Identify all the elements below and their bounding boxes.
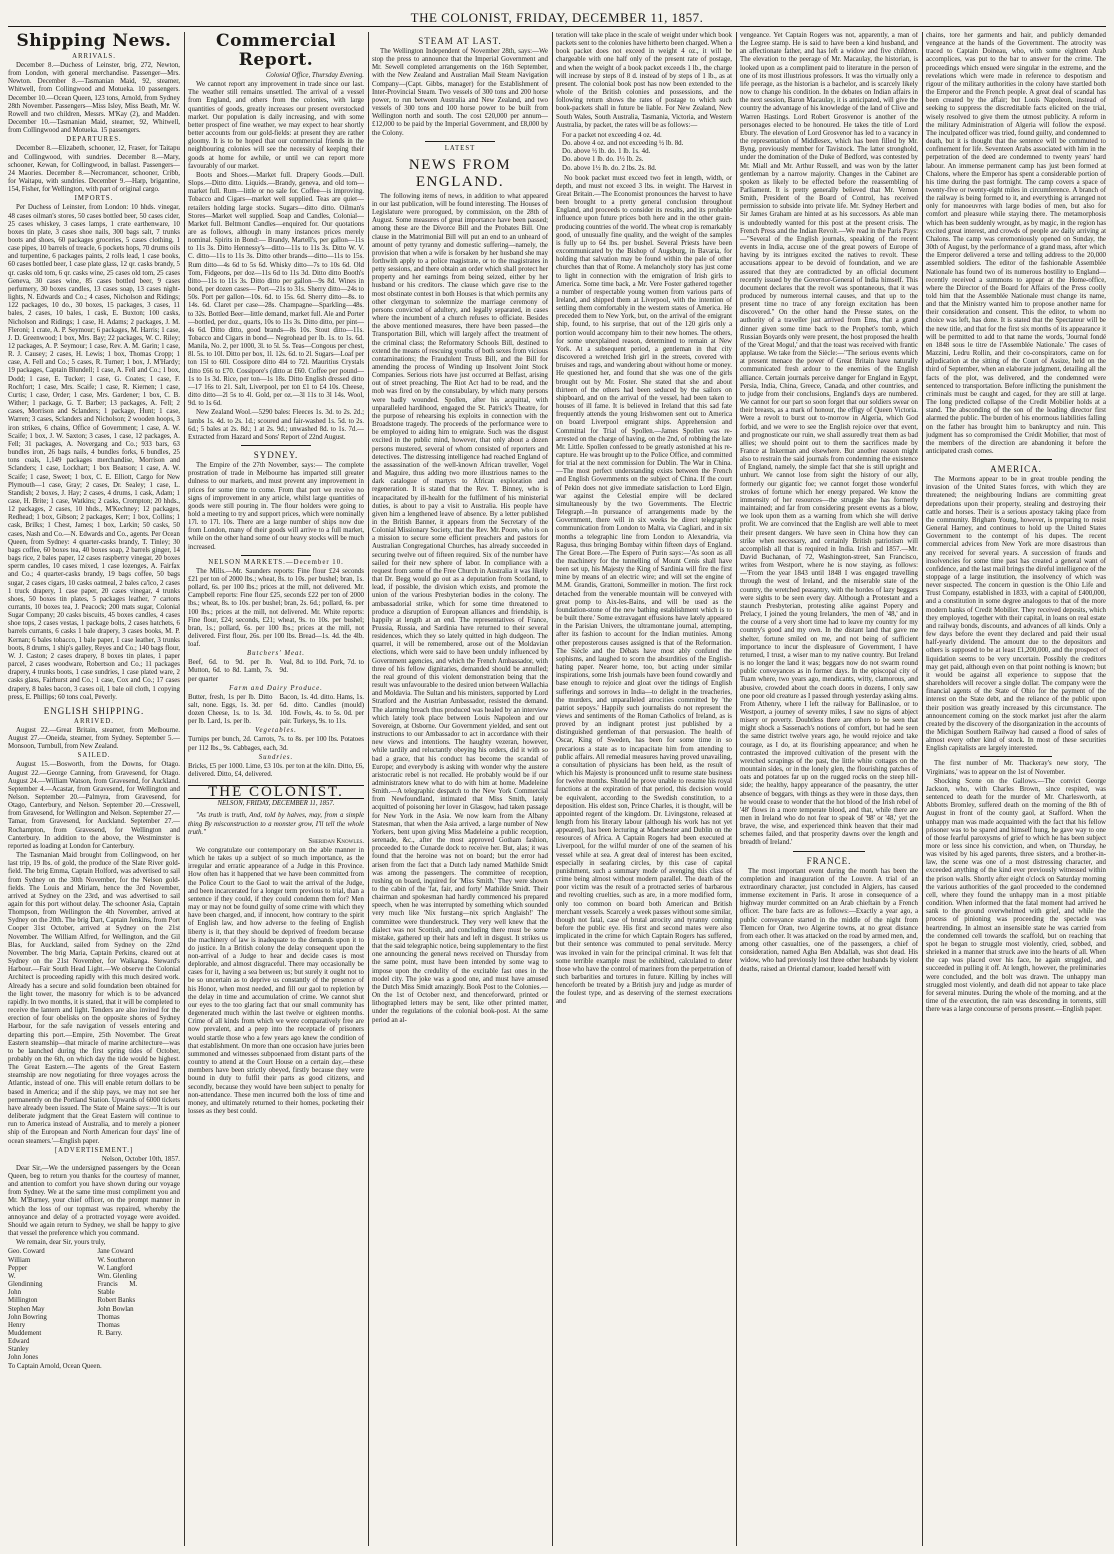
gallows-text: Shocking Scene on the Gallows.—The convict George Jackson, who, with Charles Brown, since respited, was sentenced to death for the murder of Mr. Charlesworth, at Abbotts Bromley, suffered death on the morning of the 8th of August in front of the county gaol, at Stafford. When the unhappy man was made acquainted with the fact that his fellow prisoner was to be spared and himself hung, he gave way to one of those fearful paroxysms of grief to which he has been subject more or less since his conviction, and when, on Thursday, he was visited by his aged parents, three sisters, and a brother-in-law, the scene was one of a most distressing character, and exceeded anything of the kind ever previously witnessed within the prison walls. Shortly after eight o'clock on Saturday morning the various authorities of the gaol proceeded to the condemned cell, where they found the unhappy man in a most pitiable condition. When informed that the fatal moment had arrived he sank to the ground overwhelmed with grief, and while the process of pinioning was proceeding the spectacle was heartrending. In almost an insensible state he was carried from the condemned cell towards the scaffold, but on reaching that spot he began to struggle most violently, cried, sobbed, and shrieked in a manner that struck awe into the hearts of all. When the cap was placed over his face, he again struggled, and succeeded in pulling it off. At length, however, the preliminaries were concluded, and the bolt was drawn. The unhappy man struggled most violently, and death did not appear to take place for several minutes. During the whole of the morning, and at the time of the execution, the rain was descending in torrents, still there was a large concourse of persons present.—English paper. (926, 777, 1106, 1014)
advert-date: Nelson, October 10th, 1857. (101, 1155, 180, 1163)
divider (980, 756, 1052, 757)
farm-heading: Farm and Dairy Produce. (229, 684, 323, 692)
arrivals-text: December 8.—Duchess of Leinster, brig, 272, Newton, from London, with general merchandise. Passenger—Mrs. Newton. December 8.—Tasmanian Maid, 92, steamer, Whitwell, from Collingwood and Motueka. 10 passengers. December 10.—Ocean Queen, 123 tons, Arnold, from Sydney 28th November. Passengers—Miss Isley, Miss Beath, Mr. W. Rowell and two children, Messrs. M'Kay (2), and Madden. December 10.—Tasmanian Maid, steamer, 92, Whitwell, from Collingwood and Motueka. 15 passengers. (8, 62, 180, 135)
divider (241, 555, 311, 556)
imports-heading: IMPORTS. (74, 195, 114, 203)
masthead-title: THE COLONIST, FRIDAY, DECEMBER 11, 1857. (410, 10, 704, 25)
postage-rate-line: Do. above 4 oz. and not exceeding ½ lb. 8d. (562, 140, 684, 148)
vegetables-heading: Vegetables. (255, 727, 297, 735)
signature: Stephen May (8, 1305, 45, 1313)
ireland-text: vengeance. Yet Captain Rogers was not, apparently, a man of the Legree stamp. He is said to have been a kind husband, and an affectionate father, and has left a widow and five children. The elevation to the peerage of Mr. Macaulay, the historian, is looked upon as a compliment paid to literature in the person of one of its most illustrious professors. It was tho virtually only a life peerage, as the historian is a bachelor, and is scarcely likely now to change his condition. In the debates on Indian affairs in the next session, Baron Macaulay, it is anticipated, will give the country the advantage of his knowledge of the land of Clive and Warren Hastings. Lord Robert Grosvenor is another of the personages elected to be honoured. He takes the title of Lord Ebury. The elevation of Lord Grosvenor has led to a vacancy in the representation of Middlesex, which has been filled by Mr. Byng, previously member for Tavistock. The latter stronghold, under the domination of the Duke of Bedford, was contested by Mr. Miall and Mr. Arthur Russell, and was won by the latter gentleman by a narrow majority. Changes in the Cabinet are spoken as likely to be effected before the reassembling of Parliament. It is pretty generally believed that Mr. Vernon Smith, President of the Board of Control, has received permission to subside into private life. Mr. Sydney Herbert and Sir James Graham are hinted at as his successors. As able man is undoubtedly wanted for this post at the present crisis. The French Press and the Indian Revolt.—We read in the Paris Pays:—"Several of the English journals, speaking of the recent events in India, accuse one of the great powers of Europe of having by its intrigues excited the natives to revolt. These accusations appear to be devoid of foundation, and we are assured that they are contradicted by an official document recently issued by the Governor-General of India himself. This document declares that the revolt was spontaneous, that it was produced by numerous internal causes, and that up to the present time no trace of any foreign excitation has been discovered." On the other hand the Presse states, on the authority of a traveller just arrived from Ems, that a grand dinner given some time back to the Prophet's tomb, which Russian Boyards only were present, the host proposed the health of the 'Great Mogul,' and that the toast was received with frantic applause. We take from the Siècle:—"The serious events which at present menace the power of Great Britain have naturally communicated fresh ardour to the enemies of the English alliance. Certain journals perceive danger for England in Egypt, Persia, India, China, Greece, Canada, and other countries, and to judge from their conclusions, England's days are numbered. We cannot for our part so soon forget that our soldiers swear on their breasts, as a mark of honour, the effigy of Queen Victoria. Were a revolt to burst out to-morrow in Algeria, which God forbid, and we were to see the English rejoice over that event, and prognosticate our ruin, we shall assuredly treat them as bad allies; we should point out to them the sacrifices made by France at Inkerman and elsewhere. But another reason might also to restrain the said journals from condemning the existence of England, namely, the simple fact that she is still upright and unhurt. We cannot lose from sight the history of our ally, formerly our gigantic foe; we cannot forget those wonderful strokes of fortune which her energy prepared. We know the immensity of her resources—the struggle she has formerly maintained; and far from considering present events as a blow, we look upon them as a warning from which she will derive profit. We are convinced that the English are well able to meet their present dangers. We have seen in China how they can strike when necessary, and certainly British patriotism will accomplish all that is required in India. Irish and 1857.—Mr. David Buchanan, of 72, Washington-street, San Francisco, writes from Westport, where he is now staying, as follows:—'From the year 1843 until 1848 I was engaged travelling through the west of Ireland, and the miserable state of the country, the wretched peasantry, with the hordes of lazy beggars were sights to be seen every day. Although a Protestant and a staunch Presbyterian, protesting alike against Popery and Prelacy, I joined the young Irelanders, 'the men of '48,' and in the course of a very short time had to leave my country for my country's good and my own. In the distant land that gave me shelter, fortune smiled on me, and not being of sufficient importance to incur the displeasure of Government, I have returned, I trust, a wiser man to my native country. But Ireland is no longer the land it was; beggars now do not swarm round public conveyances as in former days. In the episcopal city of Tuam where, two years ago, mendicants, witty, clamorous, and abusive, crowded about the coach doors in dozens, I only saw one poor old creature as I passed through yesterday asking alms. From Athenry, where I left the railway for Ballinasloe, or to Westport, a journey of seventy miles, I saw no signs of abject misery or poverty. Doubtless there are others to be seen that might shock a Sassenach's notions of comfort, but had he seen the same district twelve years ago, he would rejoice and take courage, as I do, at its flourishing appearance; and when he contrasted the improved cultivation of the present with the wretched scrapings of the past, the little white cottages on the mountain sides, or in the lonely glen, the flourishing patches of oats and potatoes far up on the rugged rocks on the steep hill-side; the healthy, happy appearance of the peasantry, the utter absence of beggars, with things as they were in those days, then he would cease to wonder that the hot blood of the Irish rebel of '48' flows in a more temperate blood, and that, while there are men in Ireland who do not fear to speak of '98' or '48,' yet the brave, the wise, and experienced think heaven that their mad schemes failed, and that prosperity dawns over the length and breadth of Ireland.' (740, 32, 918, 847)
vegetables-prices: Turnips per bunch, 2d. Carrots, 7s. to 8s. per 100 lbs. Potatoes per 112 lbs., 9s. Cabbages, each, 3d. (188, 736, 364, 752)
signature: W. Langford (97, 1264, 133, 1272)
arrived-text: August 22.—Great Britain, steamer, from Melbourne. August 27.—Oneida, steamer, from Sydney. September 5.—Monsoon, Turnbull, from New Zealand. (8, 726, 180, 751)
editorial-text: We congratulate our contemporary on the able manner in which he takes up a subject of so much importance, as the irregular and erratic appearance of a Judge in this Province. How often has it happened that we have been committed from the Police Court to the Gaol to wait the arrival of the Judge, and been incarcerated for a longer term previous to trial, than a sentence if they could, if they could condemn them for? Men may or may not be found guilty of some crime with which they have been charged, and, if innocent, how contrary to the spirit of English law, and how adverse to the feeling of English liberty is it, that they should be deprived of freedom because the machinery of law is inadequate to the demands upon it to do justice. In a British colony the delay consequent upon the non-arrival of a Judge to hear and decide cases is most deplorable, and almost disgraceful. There may occasionally be cases for it, having a sea between us; but surely it ought not to be so uncertain as to deprive us constantly of the presence of his Honor, when most needed, and fill our gaol to repletion by the delay in time and accumulation of crime. We cannot shut our eyes to the too glaring fact that our small community has degenerated much within the last twelve or eighteen months. Crime of all kinds from which we were comparatively free are now prevalent, and a peep into the receptacle of prisoners would startle those who a few years ago knew the condition of that establishment. On more than one occasion have juries been summoned and witnesses subpoenaed from distant parts of the country to attend at the Court House on a certain day,—these members have been strictly obeyed, firstly because they were bound in duty to fulfil their parts as good citizens, and secondly, because they would have been subject to penalty for non-attendance. These men incurred both the loss of time and money, and ultimately returned to their homes, pocketing their losses as they best could. (188, 846, 364, 1115)
motto-attribution: Sheridan Knowles. (308, 837, 364, 845)
shipping-heading: Shipping News. (16, 32, 172, 51)
divider (980, 459, 1052, 460)
commercial-heading: Commercial Report. (216, 32, 336, 70)
postage-rates (562, 132, 732, 173)
advert-heading: [ADVERTISEMENT.] (54, 1146, 134, 1154)
book-post-text: teration will take place in the scale of weight under which book packets sent to the colonies have hitherto been charged. When a book packet does not exceed in weight 4 oz., it will be chargeable with one half only of the present rate of postage, and when the weight of a book packet exceeds 1 lb., the charge will increase by steps of 8 d. instead of by steps of 1 lb., as at present. The colonial book post has now been extended to the whole of the British colonies and possessions, and the following return shows the rates of postage to which such book-packets shall in future be liable. For New Zealand, New South Wales, South Australia, Tasmania, Victoria, and Western Australia, by packet, the rates will be as follows:— (556, 32, 732, 129)
advert-text: Dear Sir,—We the undersigned passengers by the Ocean Queen, beg to return you thanks for the courtesy of manner, and attention to comfort you have shown during our voyage from Sydney. We at the same time must compliment you and Mr. M'Burney, your chief officer, on the prompt manner in which the loss of our topmast was repaired, whereby the annoyance and delay of a protracted voyage were avoided. Should we again return to Sydney, we shall be happy to give that vessel the preference which you command. (8, 1164, 180, 1238)
thackeray-note: The first number of Mr. Thackeray's new story, 'The Virginians,' was to appear on the 1st of November. (926, 760, 1106, 776)
butchers-right: Veal, 8d. to 10d. Pork, 7d. to 9d. (279, 659, 364, 675)
column-rule (922, 32, 923, 1546)
signature: Wm. Glenling (97, 1272, 137, 1280)
sailed-heading: SAILED. (77, 752, 111, 760)
motto: "As truth is truth, And, told by halves, may, from a simple thing By misconstruction to a monster grow, I'll tell the whole truth." (188, 812, 364, 836)
column-news-continued (556, 32, 732, 1548)
colonist-dateline: NELSON, FRIDAY, DECEMBER 11, 1857. (217, 800, 335, 808)
shipping-notes: The Tasmanian Maid brought from Collingwood, on her last trip, 19 lbs. of gold, the produce of the Slate River gold-field. The brig Emma, Captain Holford, was advertised to sail from Sydney on the 30th November, for the Nelson gold-fields. The Louis and Miriam, hence the 3rd November, arrived at Sydney on the 23rd, and was advertised to sail again for this port without delay. The schooner Asia, Captain Thompson, from Wellington the 4th November, arrived at Sydney on the 20th. The brig Dart, Captain Jenkins, from Port Cooper 31st October, arrived at Sydney on the 21st November. The William Alfred, for Wellington, and the Gil Blas, for Auckland, sailed from Sydney on the 22nd November. The brig Maria, Captain Perkins, cleared out at Sydney on the 21st November, for Waikanga. Steward's Harbour.—Fair South Head Light.—We observe the Colonial Architect is proceeding rapidly with this much desired work. Already has a secure and solid foundation been obtained for the light tower, the masonry for which is to be advanced rapidly. In two months, it is stated, that it will be completed to receive the lantern and light. Tenders are also invited for the erection of four obelisks on the opposite shores of Sydney Harbour, for the safe navigation of vessels entering and departing this port.—Empire, 25th November. The Great Eastern steamship—that miracle of marine architecture—was to be launched during the first spring tides of October, probably on the 6th, on which day the tide would be highest. The Great Eastern.—The agents of the Great Eastern steamship are now negotiating for three voyages across the Atlantic, instead of one. This will enable return dollars to be based in America; and if the ship pays, we may not see her permanently on the Portland Station. Upwards of 6000 tickets have already been issued. The State of Maine says:—'It is our deliberate judgment that the Great Eastern will continue to run to America instead of Australia, and to merely a pioneer ship of the European and North American four days' line of ocean steamers.'—English paper. (8, 852, 180, 1145)
wool-report: New Zealand Wool.—5290 bales: Fleeces 1s. 3d. to 2s. 2d.; lambs 1s. 4d. to 2s. 1d.; scoured and fair-washed 1s. 5d. to 2s. 6d.; 5 bales at 2s. 8d.; 1 at 2s. 9d.; unwashed 8d. to 1s. 7d.—Extracted from Hazard and Sons' Report of 22nd August. (188, 409, 364, 441)
arrived-heading: ARRIVED. (74, 717, 114, 725)
france-text: The most important event during the month has been the completion and inauguration of the Louvre. A trial of an extraordinary character, just concluded in Algiers, has caused immense excitement in Paris. It arose in consequence of a highway murder committed on an Arab chieftain by a French officer. The bare facts are as follows:—Exactly a year ago, a public conveyance started in the middle of the night from Tlemcen for Oran, two Algerine towns, at no great distance from each other. It was attacked on the road by armed men, and, among other casualties, one of the passengers, a chief of consideration, named Agha Ben Abdallah, was shot dead. His widow, who had previously lost three other husbands by violent deaths, raised an Oriental clamour, loaded herself with (740, 867, 918, 973)
signature: W. Glendinning (8, 1272, 43, 1289)
divider (241, 445, 311, 446)
advert-signatures (8, 1248, 180, 1362)
signature: Edward Stanley (8, 1338, 30, 1354)
farm-right: Bacon, 1s. 4d. ditto. Hams, 1s. 6d. ditto. Candles (mould) 10d. Fowls, 4s. to 5s. 0d. per pair. Turkeys, 9s. to 11s. (279, 693, 364, 726)
column-rule (736, 32, 737, 1546)
sydney-heading: SYDNEY. (253, 450, 299, 461)
divider (793, 851, 864, 852)
advert-close: We remain, dear Sir, yours truly, (16, 1239, 106, 1247)
butchers-prices (188, 659, 364, 683)
english-shipping-heading: ENGLISH SHIPPING. (43, 705, 145, 716)
column-news (372, 32, 548, 1548)
america-heading: AMERICA. (990, 464, 1042, 475)
signature: W. Southeron (97, 1256, 136, 1264)
butchers-heading: Butchers' Meat. (247, 650, 305, 658)
signatures-left (8, 1248, 91, 1362)
signatures-right (97, 1248, 180, 1362)
signature: John Bowlan (97, 1305, 134, 1313)
signature: Jane Coward (97, 1248, 134, 1256)
column-rule (368, 32, 369, 1546)
france-continued-text: chains, tore her garments and hair, and publicly demanded vengeance at the hands of the Government. The atrocity was traced to Captain Doineau, who, with some eighteen Arab accomplices, was put to the bar to answer for the crime. The proceedings which ensued were singular in the extreme, and the revelations which were made in reference to despotism and rigour of the military authorities in the colony have startled both the Emperor and the French people. A great deal of scandal has been created by the affair; but Louis Napoleon, instead of seeking to suppress the discreditable facts elicited on the trial, wisely resolved to give them the utmost publicity. A reform in the military Administration of Algeria will follow the exposé. The inculpated officer was tried, found guilty, and condemned to death, but it is thought that the sentence will be commuted to confinement for life. Seventeen Arabs associated with him in the perpetration of the deed are condemned to twenty years' hard labour. An immense permanent camp has just been formed at Chalons, where the Emperor has spent a considerable portion of his time during the past fortnight. The camp covers a space of twenty-five or twenty-eight miles in circumference. A branch of the railway is being formed to it, and everything is arranged not only for manoeuvres with large bodies of men, but also for comfort and pleasure while staying there. The metamorphosis which has been suddenly wrought, as by magic, in the region has excited great interest, and crowds of people are daily arriving at Chalons. The camp was ceremoniously opened on Sunday, the 30th of August, by the performance of a grand mass, after which the Emperor delivered a terse and telling address to the 20,000 assembled soldiers. The editor of the fashionable Assemblée Nationale has found two of its numerous hostility to England—recently received a summons to appear at the Home-office, where the Director of the Board for Affairs of the Press coolly told him that the Assemblée Nationale must change its name, and that the Ministry wanted him to propose another name for their consideration and consent. This the editor, to whom no choice was left, has done. It is stated that the Spectateur will be the new title, and that for the first six months of its appearance it will be permitted to add to that name the words, 'Journal fondé en 1848 sous le titre de l'Assemblée Nationale.' The cases of Mazzini, Ledru Rollin, and their co-conspirators, came on for adjudication at the sitting of the Court of Assize, held on the third of September, when an elaborate judgment, detailing all the facts of the plot, was delivered, and the condemned were sentenced to transportation. Before inflicting the punishment the criminals must be caught and caged, for they are still at large. The long predicted collapse of the Credit Mobilier holds at a stand. The absconding of the son of the leading director first alarmed the public. The burden of his enormous liabilities falling on the father has brought him to bankruptcy and ruin. This judgment has so compromised the Crédit Mobilier, that most of the members of the direction are abandoning it before the anticipated crash comes. (926, 32, 1106, 455)
farm-left: Butter, fresh, 1s per lb. Ditto salt, none. Eggs, 1s. 3d. per dozen Cheese, 1s. to 1s. 3d. per lb. Lard, 1s. per lb. (188, 693, 273, 726)
signature: R. Barry. (97, 1329, 123, 1337)
departures-heading: DEPARTURES. (66, 136, 122, 144)
divider (425, 141, 495, 142)
america-text: The Mormons appear to be in great trouble pending the invasion of the United States forces, with which they are threatened; the neighbouring Indians are committing great depredations upon their property, stealing and destroying their cattle and horses. Their is a serious apostacy taking place from the community. Brigham Young, however, is preparing to resist General Harney, and continues to hold up the United States Government to the contempt of his dupes. The recent commercial advices from New York are more disastrous than any received for several years. A succession of frauds and insolvencies for some time past has created a general want of confidence, and the last mail brings the direful intelligence of the stoppage of a large institution, the insolvency of which was never suspected. The concern in question is the Ohio Life and Trust Company, established in 1833, with a capital of £400,000, and a constitution in some degree analogous to that of the more modern banks of Credit Mobilier. They received deposits, which they employed, together with their capital, in loans on real estate and railway bonds, discounts, and advances of all kinds. Only a few days before the event they declared and paid their usual half-yearly dividend. The amount due to the depositors and others is supposed to be at least £1,200,000, and the prospect of liquidation seems to be very uncertain. Possibly the creditors may get paid, although even on that point nothing is known; but it would be against all experience to suppose that the shareholders will recover a single dollar. The company were the financial agents of the State of Ohio for the payment of the interest on the State debt, and the reliance of the public upon their position was greatly increased by this circumstance. The announcement coming on the stock market just after the alarm created by the discovery of the disorganization in the accounts of the Michigan Southern Railway had caused a flood of sales of almost every other kind of stock. In most of these securities English capitalists are largely interested. (926, 476, 1106, 753)
steam-heading: STEAM AT LAST. (418, 36, 502, 46)
postage-rate-line: Do. above 1½ lb. do. 2 lbs. 2s. 8d. (562, 164, 657, 172)
commercial-prices: Boots and Shoes.—Market full. Drapery Goods.—Dull. Slops.—Ditto ditto. Liquids.—Brandy, geneva, and old tom—market full. Rum—little or no sale for. Coffee—is improving. Tobacco and Cigars—market well supplied. Teas are quiet—retailers holding large stocks. Sugars—ditto ditto. Oilman's Stores—Market well supplied. Soap and Candles, Colonial—Market full. Beltmont Candles—enquired for. Our quotations are as follows, although in many instances prices merely nominal. Spirits in Bond:— Brandy, Martell's, per gallon—11s to 11s 3s. Ditto Hennessy's—ditto—11s to 11s 3s. Ditto W. V. C. ditto—11s to 11s 3s. Ditto other brands—ditto—11s to 15s. Rum ditto—4s 6d to 5s 6d. Whisky ditto—7s to 10s 6d. Old Tom, Fidgeons, per doz—11s 6d to 11s 3d. Ditto ditto Booth's ditto—11s to 11s 3s. Ditto ditto per gallon—9s 8d. Wines in bond, per dozen cases— Port—21s to 31s. Sherry ditto—24s to 50s. Port per gallon—10s. 6d. to 15s. 6d. Sherry ditto—8s. to 14s. 6d. Claret per case—28s. Champagne—Sparkling—48s. to 32s. Bottled Beer—little demand, market full. Ale and Porter—bottled, per doz., quarts, 10s to 11s 3s. Ditto ditto, per pint—4s 6d. Ditto ditto, good brands—8s 10s. Stout ditto—11s. Tobacco and Cigars in bond— Negrohead per lb. 1s. to 1s. 6d. Manila, No. 2, per 1000, 3l. to 5l. 5s. Teas—Congous per chest, 8l. 5s. to 10l. Ditto per box, 1l. 12s. 6d. to 2l. Sugars—Loaf per ton 15l to 60l. Cossipore ditto 4l4 to 72l. Mauritius Crystals ditto £66 to £70. Cossipore's (ditto at £60. Coffee per pound—1s to 1s 3d. Rice, per ton—1s 18s. Ditto English dressed ditto—17 16s to 21. Salt, Liverpool, per ton £1 to £4 10s. Cheese, ditto ditto—2l 5s to 4l. Gold, per oz.—3l 11s to 3l 14s. Wool, 9d. to 1s 6d. (188, 171, 364, 408)
column-news-ireland (740, 32, 918, 1548)
farm-prices (188, 694, 364, 727)
sailed-text: August 15.—Bosworth, from the Downs, for Otago. August 22.—George Canning, from Gravesend, for Otago. August 24.—William Watson, from Gravesend, for Auckland. September 4.—Acastar, from Gravesend, for Wellington and Nelson. September 20.—Palmyra, from Gravesend, for Otago, Canterbury, and Nelson. September 20.—Cresswell, from Gravesend, for Wellington and Nelson. September 27.—Tamar, from Gravesend, for Auckland. September 27.—Rochampton, from Gravesend, for Wellington and Canterbury. In addition to the above, the Westminster is reported as loading at London for Canterbury. (8, 761, 180, 850)
signature: Geo. Coward (8, 1248, 45, 1256)
signature: Henry Muddement (8, 1321, 42, 1337)
butchers-left: Beef, 6d. to 9d. per lb. Mutton, 6d. to 8d. Lamb, 7s. per quarter (188, 659, 273, 683)
column-rule (552, 32, 553, 1546)
signature: Francis M. Stable (97, 1281, 138, 1297)
sundries-prices: Bricks, £5 per 1000. Lime, £3 10s. per ton at the kiln. Ditto, £6, delivered. Ditto, £4, delivered. (188, 762, 364, 778)
column-shipping (8, 32, 180, 1548)
signature: John Bowring (8, 1313, 47, 1321)
column-commercial (188, 32, 364, 1548)
france-heading: FRANCE. (806, 855, 852, 866)
sundries-heading: Sundries. (258, 753, 294, 761)
nelson-markets-text: The Mills.—Mr. Saunders reports: Fine flour £24 seconds £21 per ton of 2000 lbs.; wheat, 8s. to 10s. per bushel; bran, 1s. pollard, 6s. per 100 lbs.; prices at the mill, not delivered. Mr. Campbell reports: Fine flour £25, seconds £22 per ton of 2000 lbs.; wheat, 8s. to 10s. per bushel; bran, 2s. 6d.; pollard, 6s. per 100 lbs.; prices at the mill, not delivered. Mr. White reports: Fine flour, £24; seconds, £21; wheat, 9s. to 10s. per bushel; bran, 1s.; pollard, 6s. per 100 lbs.; prices at the mill, not delivered. First flour, 26s. per 100 lbs. Bread—1s. 4d. the 4lb. loaf. (188, 567, 364, 649)
postage-rate-line: Do. above 1 lb. do. 1½ lb. 2s. (562, 156, 644, 164)
latest-label: LATEST (444, 144, 476, 152)
colonist-title: THE COLONIST. (188, 785, 364, 799)
commercial-intro: We cannot report any improvement in trade since our last. The weather still remains unsettled. The arrival of a vessel from England, and others from the colonies, with large quantities of goods, greatly increases our present overstocked market. Our population is daily increasing, and with some better prospect of fine weather, we may expect to hear shortly better accounts from our gold-fields: at present they are rather gloomy. It is to be hoped that our commercial friends in the neighbouring colonies will see the necessity of keeping their goods at home for awhile, or until we can report more favourably of our market. (188, 81, 364, 170)
column-rule (184, 32, 185, 1546)
sydney-text: The Empire of the 27th November, says:— The complete prostration of trade in Melbourne has imparted still greater dulness to our markets, and must prevent any improvement in prices for some time to come. From that port we receive no signs of improvement in any article, whilst large quantities of goods were still pouring in. The flour holders were going to hold a meeting to try and support prices, which were nominally 17l. to 17l. 10s. There are a large number of ships now due from London, many of their goods will arrive to a full market, while on the other hand some of our heavy stocks will be much increased. (188, 462, 364, 551)
signature: John Jones (8, 1354, 39, 1362)
departures-text: December 8.—Elizabeth, schooner, 12, Fraser, for Taitapu and Collingwood, with sundries. December 8.—Mary, schooner, Kewan, for Collingwood, in ballast. Passengers—24 Maories. December 8.—Necromancer, schooner, Cribb, for Waitapu, with sundries. December 9.—Harp, brigantine, 154, Fisher, for Wellington, with part of original cargo. (8, 145, 180, 194)
arrivals-heading: ARRIVALS. (72, 53, 116, 60)
news-continued-text: No book packet must exceed two feet in length, width, or depth, and must not exceed 3 lbs. in weight. The Harvest in Great Britain.—The Economist pronounces the harvest to have been brought to a pretty general conclusion throughout England, and proceeds to consider its results, and its probable influence upon future prices both here and in the other grain-producing countries of the world. The wheat crop is remarkably good, of unusually fine quality, and the weight of the samples is fully up to 64 lbs. per bushel. Several Priests have been excommunicated by the Bishop of Augsburg, in Bavaria, for holding that salvation may be found within the pale of other churches than that of Rome. A melancholy story has just come to light in connection with the emigration of Irish girls to America. Some time back, a Mr. Vere Foster gathered together a number of respectable young women from various parts of Ireland, and shipped them at Liverpool, with the intention of settling them comfortably in the western states of America. He preceded them to New York, but, on the arrival of the emigrant ship, found, to his surprise, that out of the 120 girls only a portion would accompany him to their new homes. The others, for some unexplained reason, determined to remain at New York. At a subsequent period, a gentleman in that city discovered a wretched Irish girl in the streets, covered with bruises and rags, and wandering about without home or money. He questioned her, and found that she was one of the girls brought out by Mr. Foster. She stated that she and about thirteen of the others had been seduced by the sailors on shipboard, and on the arrival of the vessel, had been taken to houses of ill fame. It is believed in Ireland that this sad fate frequently attends the young Irishwomen sent out to America on board Liverpool emigrant ships. Apprehension and Committal for Trial of Spollen.—James Spollen was re-arrested on the charge of having, on the 2nd, of robbing the late Mr. Little. Spollen confessed to be greatly astonished at his re-capture. He was brought up to the Police Office, and committed for trial at the next commission for Dublin. The War in China.—The most perfect understanding exists between the French and English Governments on the subject of China. If the court of Pekin does not give immediate satisfaction to Lord Elgin, war against the Celestial empire will be declared simultaneously by the two Governments. The Electric Telegraph.—In pursuance of arrangements made by the Government, there will in six weeks be direct telegraphic communication from London to Malta, via Cagliari, and in six months a telegraphic line from London to Alexandria, via Ragusa, thus bringing Bombay within fifteen days of England. The Great Bore.—The Espero of Purin says:—'As soon as all the machinery for the tunnelling of Mount Cenis shall have been set up, his Majesty the King of Sardinia will fire the first mine by means of an electric wire; and will set the engine of M.M. Grandis, Grattoni, Sommeiller in motion. The first rock detached from the venerable mountain will be conveyed with great pomp to Aix-les-Bains, and will be used as the foundation-stone of the new bathing establishment which is to be built there.' Some extravagant effusions have lately appeared in the Parisian Univers, the ultramontane journal, attempting, after its fashion to account for the Indian mutinies. Among other preposterous causes assigned is that of the Reformation. The Siècle and the Débats have most ably confuted the sophisms, and laughed to scorn the absurdities of the English-hating paper. Nearer home, too, but acting under similar inspirations, some Irish journals have been found cowardly and base enough to rejoice and gloat over the tidings of English sufferings and sorrows in India—to delight in the treacheries, the murders, and unparalleled atrocities committed by 'the patriot sepoys.' Happily such journalists do not represent the views and sentiments of the Roman Catholics of Ireland, as is proved by an indignant protest just published by a distinguished gentleman of that persuasion. The health of Oscar, King of Sweden, has been for some time in so precarious a state as to incapacitate him from attending to public affairs. All remedial measures having proved unavailing, a consultation of physicians has been held, as the result of which his Majesty is pronounced unfit to resume state business for twelve months. Should he prove unable to resume his royal functions at the expiration of that period, this decision would be equivalent, according to the Swedish constitution, to a deposition. His eldest son, Prince Charles, it is thought, will be appointed regent of the kingdom. Dr. Livingstone, released at length from his literary labour (although his work has not yet appeared), has been lecturing at Manchester and Dublin on the resources of Africa. A Captain Rogers had been executed at Liverpool, for the wilful murder of one of the seamen of his vessel while at sea. A great deal of interest has been excited, especially in seafaring circles, by this case of capital punishment, such a summary mode of avenging this class of crime being almost without modern parallel. The death of the poor victim was the result of a protracted series of barbarous and revolting cruelties, such as are, in a more modified form, only too common on board both American and British merchant vessels. Scarcely a week passes without some similar, though not fatal, case of brutal atrocity and tyranny coming before the public eye. His first and second mates were also implicated in the crime for which Captain Rogers has suffered, but their sentence was commuted to penal servitude. Mercy was invoked in vain for the principal criminal. It was felt that some terrible example must be exhibited, calculated to deter those who have the control of mariners from the perpetration of such barbarities and tortures in future. Killing by inches will henceforth be treated by a British jury and judge as murder of the foulest type, and as deserving of the sternest execrations and (556, 174, 732, 1006)
postage-rate-line: For a packet not exceeding 4 oz. 4d. (562, 131, 662, 139)
steam-text: The Wellington Independent of November 28th, says:—We stop the press to announce that the Imperial Government and Mr. Sewell completed arrangements on the 16th September, with the New Zealand and Australian Mail Steam Navigation Company—(Capt. Gibbs, manager) for the Establishment of Inter-Provincial Steam. Two vessels of 300 tons and 200 horse power, to run between Australia and New Zealand, and two vessels of 300 tons and 100 horse power to be built from Wellington north and south. The cost £20,000 per annum—£12,000 to be paid by the Imperial Government, and £8,000 by the Colony. (372, 48, 548, 137)
column-france-america (926, 32, 1106, 1548)
imports-text: Per Duchess of Leinster, from London: 10 hhds. vinegar, 48 cases oilman's stores, 50 cases bottled beer, 50 cases cider, 25 cases whiskey, 3 cases lamps, 1 crate earthenware, 10 boxes tin plate, 3 cases shoe nails, 300 bags salt, 7 trunks boots and shoes, 60 packages groceries, 5 cases clothing, 1 case pipes, 10 barrels of treacle, 6 pockets hops, 70 drums oils and turpentine, 6 packages paints, 2 rolls lead, 1 case books, 60 cases bottled beer, 1 case plate glass, 12 qr. casks brandy, 5 qr. casks old tom, 6 qr. casks wine, 25 cases old tom, 25 cases Geneva, 30 cases wine, 85 cases bottled beer, 9 cases perfumery, 30 boxes candles, 13 cases soap, 13 cases night-lights, N. Edwards and Co.; 4 cases, Nicholson and Ridings; 122 packages, 10 do., 30 boxes, 15 packages, 3 cases, 11 bales, 2 cases, 10 bales, 1 cask, E. Buxton; 100 casks, Nicholson and Ridings; 1 case, H. Adams; 2 packages, J. M. Fleroni; 1 crate, A. P. Seymour; 6 packages, M. Harris; 1 case, J. D. Greenwood; 1 box, Mrs. Bay; 22 packages, W. C. Riley; 12 packages, A. P. Seymour; 1 case, Rev. A. M. Garin; 1 case, R. J. Causey; 2 cases, H. Lewis; 1 box, Thomas Cropp; 1 case, A. Fell and Co.; 5 cases, R. Turner; 1 box, J. M'Hardy; 19 packages, Captain Blundell; 1 case, A. Fell and Co.; 1 box, Dodd; 1 case, E. Tucker; 1 case, G. Coates; 1 case, F. Rochfort; 1 case, Mrs. Scaife; 1 case, R. Kiernen; 1 case, Curtis; 1 case, Order; 1 case, Mrs. Gardener; 1 box, C. B. Wither; 1 package, G. T. Barber; 13 packages, A. Fell; 2 cases, Morrison and Sclanders; 1 package, Hunt; 1 case, Warren; 3 cases, Sclanders and Nicholson; 2 wooden hoops, 3 iron strikes, 6 chains, Office of Government; 1 case, A. W. Scaife; 1 box, J. W. Saxton; 3 cases, 1 case, 12 packages, A. Fell; 31 packages, A. Novergang and Co.; 933 bars, 63 bundles iron, 26 bags nails, 4 bundles forks, 6 bundles, 25 tons coals, 1,149 packages merchandise, Morrison and Sclanders; 1 case, Lockhart; 1 box Beatson; 1 case, A. W. Scaife; 1 case, Sweet; 1 box, C. E. Elliott, Cargo for New Plymouth—1 case, Gray; 2 cases, Dr. Sealey; 1 case, L. Standish; 2 boxes, J. Hay; 2 cases, 4 drums, 1 cask, Adam; 1 case, H. Brite; 1 case, Watkins; 2 casks, Crompton; 20 hhds., 12 packages, 2 cases, 10 hhds., M'Kechney; 12 packages, Redhead; 1 box, Gibson; 2 packages, Kerr; 1 box, Collins; 1 cask, Brilks; 1 Chest, James; 1 box, Larkin; 50 casks, 50 cases, Nash and Co.—N. Edwards and Co., agents. Per Ocean Queen, from Sydney: 4 quarter-casks brandy, T. Tinley; 30 bags coffee, 60 boxes tea, 40 boxes soap, 2 barrels ginger, 14 bags rice, 2 bales paper, 12 cases raspberry vinegar, 20 boxes sperm candles, 10 cases mixed, 1 case lozenges, A. Fairfax and Co.; 4 quarter-casks brandy, 19 bags coffee, 50 bags sugar, 2 cases cigars, 10 casks oatmeal, 2 bales ca'lco, 2 cases 1 truck drapery, 1 case paper, 20 cases vinegar, 4 trunks shoes, 50 boxes tin plates, 5 packages leather, 7 cartons currants, 10 boxes tea, J. Peacock; 200 mats sugar, Colonial Sugar Company; 20 casks biscuits, 45 boxes candles, 4 cases shoe tops, 2 cases vestas, 1 package bolts, 2 cases hatchets, 6 barrels currants, 6 casks 1 bale drapery, 3 cases books, M. P. Kernan; 6 bales tobacco, 1 bale paper, 1 case leather, 3 trunks boots, 8 drums, 1 ship's galley, Reyes and Co.; 140 bags flour, W. J. Caston; 2 cases drapery, 8 boxes tin plates, 1 paper parcel, 2 cases woodware, Robertson and Co.; 11 packages drapery, 4 trunks boots, 1 case sundries, 1 case plated ware, 2 casks glass, Fairhurst and Co.; 1 case, Cox and Co.; 17 cases drapery, 8 bales bacon, 3 cases oil, 1 bale oil cloth, 1 copying press, E. Phillips; 60 tons coal, Peverly. (8, 204, 180, 701)
signature: Robert Banks (97, 1297, 136, 1305)
postage-rate-line: Do. above ½ lb. do. 1 lb. 1s. 4d. (562, 148, 651, 156)
commercial-office: Colonial Office, Thursday Evening. (265, 72, 364, 79)
signature: Thomas Thomas (97, 1313, 120, 1329)
news-text: The following items of news, in addition to what appeared in our last publication, will be found interesting. The Houses of Legislature were prorogued, by commission, on the 28th of August. Some measures of great importance have been passed; among these are the Divorce Bill and the Probates Bill. One clause in the Matrimonial Bill will put an end to an unheard of amount of petty tyranny and domestic suffering—namely, the provision that when a wife is forsaken by her husband she may forthwith apply to a police magistrate, or to the magistrates in petty sessions, and there obtain an order which shall protect her property and her earnings from being seized, either by her husband or his creditors. The clause which gave rise to the most obstinate contest in both Houses is that which permits any other clergyman to solemnize the marriage ceremony of persons convicted of adultery, and legally separated, in cases where the incumbent of a church refuses to officiate. Besides the above mentioned measures, there have been passed—the Transportation Bill, which will largely affect the treatment of the criminal class; the Reformatory Schools Bill, destined to extend the means of rescuing youths of both sexes from vicious contaminations; the Fraudulent Trusts Bill, and the Bill for amending the process of Winding up Insolvent Joint Stock Companies. Serious riots have just occurred at Belfast, arising out of street preaching. The Riot Act had to be read, and the mob was fired on by the constabulary, by which many persons were badly wounded. Spollen, after his acquittal, with unparalleled hardihood, engaged the St. Patrick's Theatre, for the purpose of rehearsing his exploits in connection with the Broadstone tragedy. The proceeds of the performance were to be employed to aiding him to emigrate. Such was the disgust excited in the public mind, however, that only about a dozen persons mustered, several of whom consisted of reporters and detectives. The distressing intelligence had reached England of the assassination of the well-known African traveller, Vogel and Maguire, thus adding two more illustrious names to the dark catalogue of martyrs to African exploration and regeneration. It is stated that the Rev. T. Binney, who is incapacitated by ill-health for the fulfilment of his ministerial duties, is about to pay a visit to Australia. His people have given him a lengthened leave of absence. By a letter published in the British Banner, it appears from the Secretary of the Colonial Missionary Society, that the Rev. Mr. Poore, who is on a mission to secure some efficient preachers and pastors for Australian Congregational Churches, has already succeeded in securing twelve out of fifteen required. Six of the number have sailed for their new sphere of labor. In compliance with a request from some of the Free Church in Australia it was likely that Dr. Begg would go out as a deputation from Scotland, to lead, if possible, the division which exists, and promote the union of the various Presbyterian bodies in the colony. The ambassadorial strike, which for some time threatened to produce a disruption of European alliances and friendship, is happily at length at an end. The representatives of France, Prussia, Russia, and Sardinia have returned to their several residences, which they so lately quitted in high dudgeon. The quarrel, it will be remembered, arose out of the Moldavian elections, which were said to have been unduly influenced by Government agencies, and which the French Ambassador, with three of his fellow dignitaries, demanded should be annulled; the real ground of this violent demonstration being that the result was unfavourable to the desired union between Wallachia and Moldavia. The Sultan and his ministers, supported by Lord Stratford and the Austrian Ambassador, resisted the demand. The alarming breach thus produced was healed by an interview which lately took place between Louis Napoleon and our Sovereign, at Osborne. Our Government yielded, and sent out instructions to our Ambassador to act in accordance with their new views and intentions. The haughty vezeran, however, while tardily and reluctantly obeying his orders, did it with so bad a grace, that his conduct has become the scandal of Europe; and everybody is asking with wonder why the austere aristocratic rebel is not recalled. He probably would be if our administrators knew what to do with him at home. Madeleine Smith.—A telegraphic despatch to the New York Commercial from Newfoundland, intimated that Miss Smith, lately acquitted of poisoning her lover in Glasgow, had taken passage for New York in the Asia. We now learn from the Albany Statesman, that when the Asia arrived, a large number of New Yorkers, bent upon giving Miss Madeleine a public reception, serenade, &c., after the most approved Gotham fashion, proceeded to the Cunarde dock to receive her. But, alas; it was found that the heroine was not on board; but the error had arisen from the fact that a Dutch lady named Mathilde Smidt was among the passengers. The committee of reception, rushing on board, inquired for 'Miss Smith.' They were shown to the cabin of the 'fat, fair, and forty' Mathilde Smidt. Their chairman and spokesman had hardly commenced his prepared speech, when he was interrupted by something which sounded very much like 'Nix furstang—nix sprich Anglaish!' The committee were thunderstruck. They very well knew that the dialect was not Scottish, and concluding there must be some mistake, gathered up their hats and left in disgust. It strikes us that the said telegraphic notice, being supplementary to the first one announcing the general news received on Thursday from the same point, must have been intended by some wag to impose upon the credulity of the excitable fast ones in the model city. The joke was a good one, and must have amused the Dutch Miss Smidt amazingly. Book Post to the Colonies.—On the 1st of October next, and thenceforward, printed or lithographed letters may be sent, like other printed matter, under the regulations of the colonial book-post. At the same period an al- (372, 192, 548, 1024)
signature: William Pepper (8, 1256, 31, 1272)
nelson-markets-heading: NELSON MARKETS.—December 10. (208, 558, 344, 566)
signature: John Millington (8, 1289, 38, 1305)
advert-recipient: To Captain Arnold, Ocean Queen. (8, 1362, 102, 1370)
masthead (8, 4, 1106, 27)
news-from-england-heading: NEWS FROM ENGLAND. (408, 156, 512, 190)
